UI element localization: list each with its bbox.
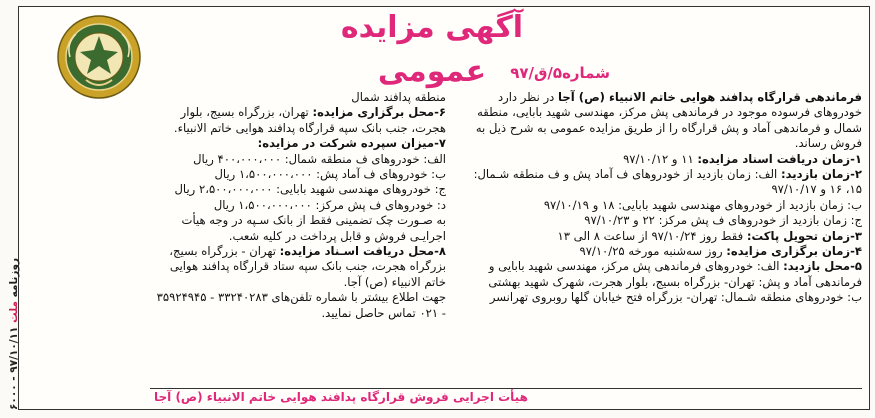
section-2: [454, 167, 862, 198]
intro-organization: فرماندهی قرارگاه پدافند هوایی خاتم الانبیاء (ص) آجا: [558, 90, 862, 104]
section-5-label: ۵-محل بازدید:: [783, 259, 862, 274]
section-2-b: ب: زمان بازدید از خودروهای مهندسی شهید بابایی: ۱۸ و ۹۷/۱۰/۱۹: [543, 197, 862, 212]
contact-info: جهت اطلاع بیشتر با شماره تلفن‌های ۳۳۲۴۰۲۸۳ - ۳۵۹۲۴۹۴۵ - ۰۲۱ تماس حاصل نمایید.: [156, 290, 446, 320]
section-6-value: تهران، بزرگراه بسیج، بلوار هجرت، جنب بانک سپه قرارگاه پدافند هوایی خاتم الانبیاء.: [173, 105, 446, 135]
newspaper-name: ملت: [8, 301, 20, 323]
section-1-label: ۱-زمان دریافت اسناد مزایده:: [697, 151, 862, 166]
section-3-label: ۳-زمان تحویل پاکت:: [746, 228, 862, 243]
section-1: [454, 152, 862, 167]
section-7-label: ۷-میزان سپرده شرکت در مزایده:: [257, 136, 446, 151]
section-3-value: فقط روز ۹۷/۱۰/۲۴ از ساعت ۸ الی ۱۳: [557, 228, 747, 243]
footer-bar: [150, 388, 862, 408]
section-4: [454, 244, 862, 259]
section-2-label: ۲-زمان بازدید:: [780, 167, 862, 182]
section-3: [454, 229, 862, 244]
section-2-c: ج: زمان بازدید از خودروهای ف پش مرکز: ۲۲ و ۹۷/۱۰/۲۳: [584, 213, 862, 228]
military-emblem-icon: [56, 14, 142, 100]
section-1-value: ۱۱ و ۹۷/۱۰/۱۲: [623, 151, 698, 166]
section-8-value: تهران - بزرگراه بسیج، بزرگراه هجرت، جنب بانک سپه ستاد قرارگاه پدافند هوایی خاتم الانبیاء (ص) آجا.: [169, 244, 446, 289]
section-5-b: ب: خودروهای منطقه شـمال: تهران- بزرگراه فتح خیابان گلها روبروی تهرانسر: [489, 290, 862, 305]
newspaper-label: روزنامه: [8, 257, 20, 301]
section-7-c: ج: خودروهای مهندسی شهید بابایی: ۲،۵۰۰،۰۰۰،۰۰۰ ریال: [174, 182, 446, 197]
section-6: [150, 105, 446, 136]
section-8: [150, 244, 446, 290]
section-5: [454, 259, 862, 290]
left-column: [150, 90, 446, 321]
section-7-note: به صـورت چک تضمینی فقط از بانک سـپه در وجه هیأت اجرایـی فروش و قابل پرداخت در کلیه شعب.: [181, 213, 446, 243]
section-6-label: ۶-محل برگزاری مزایده:: [312, 105, 446, 120]
intro-text: در نظر دارد خودروهای فرسوده موجود در فرماندهی پش مرکز، مهندسی شهید بابایی، منطقه شمال و فرماندهی آماد و پش قرارگاه را از طریق مزایده عمومی به شرح ذیل به فروش رساند.: [475, 90, 862, 151]
right-column: [454, 90, 862, 306]
section-2-a: الف: زمان بازدید از خودروهای ف آماد پش و ف منطقه شـمال: ۱۵، ۱۶ و ۹۷/۱۰/۱۷: [473, 167, 862, 197]
footer-signature: هیأت اجرایی فروش قرارگاه پدافند هوایی خاتم الانبیاء (ص) آجا: [154, 390, 528, 404]
section-4-value: روز سه‌شنبه مورخه ۹۷/۱۰/۲۵: [579, 244, 727, 259]
section-8-label: ۸-محل دریافت اسـناد مزایده:: [279, 244, 446, 259]
newspaper-side-label: [8, 258, 20, 410]
section-7-a: الف: خودروهای ف منطقه شمال: ۴۰۰،۰۰۰،۰۰۰ ریال: [193, 151, 446, 166]
region-line: منطقه پدافند شمال: [351, 90, 446, 104]
section-7-b: ب: خودروهای ف آماد پش: ۱،۵۰۰،۰۰۰،۰۰۰ ریال: [214, 167, 446, 182]
ad-number: شماره۵/ق/۹۷: [510, 64, 610, 82]
section-4-label: ۴-زمان برگزاری مزایده:: [726, 244, 862, 259]
newspaper-date: ۹۷/۱۰/۱۱ - ۶۰۰۰: [8, 322, 20, 410]
ad-title: آگهی مزایده عمومی: [340, 10, 524, 89]
section-5-a: الف: خودروهای فرماندهی پش مرکز، مهندسی شهید بابایی و فرماندهی آماد و پش: تهران- بزرگراه بسیج، بلوار هجرت، شهرک شهید بهشتی: [488, 259, 862, 289]
section-7-d: د: خودروهای ف پش مرکز: ۱،۵۰۰،۰۰۰،۰۰۰ ریال: [213, 197, 446, 212]
intro-paragraph: [454, 90, 862, 152]
